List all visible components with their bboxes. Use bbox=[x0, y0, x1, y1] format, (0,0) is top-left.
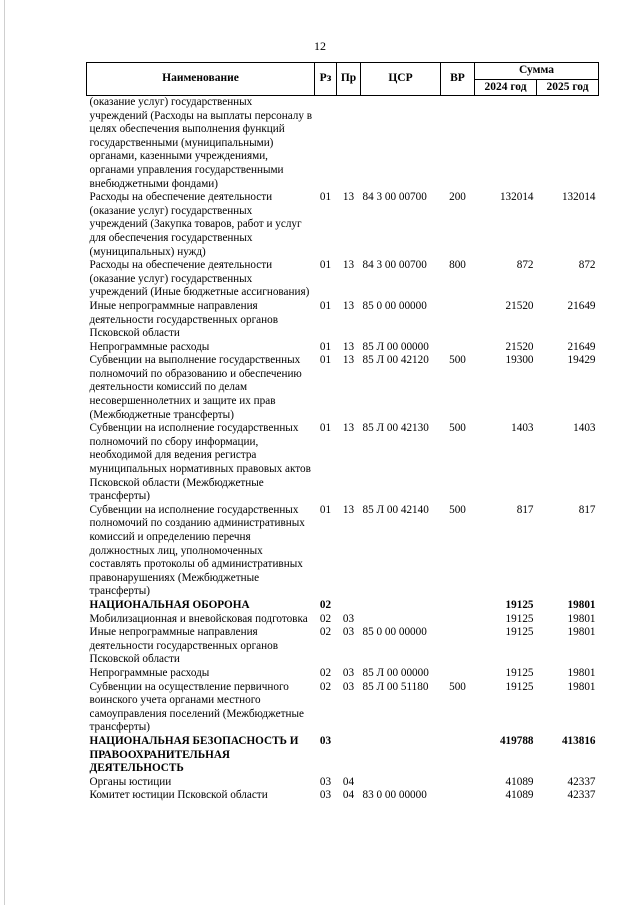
cell-vr bbox=[441, 613, 475, 627]
cell-rz: 02 bbox=[319, 612, 332, 625]
cell-rz: 01 bbox=[319, 354, 332, 367]
cell-2024: 872 bbox=[516, 259, 534, 272]
cell-2024: 1403 bbox=[511, 422, 534, 435]
cell-vr bbox=[441, 96, 475, 192]
cell-name: Мобилизационная и вневойсковая подготовка bbox=[89, 612, 308, 625]
cell-pr: 13 bbox=[342, 503, 355, 516]
cell-2025: 19429 bbox=[567, 354, 596, 367]
cell-pr: 04 bbox=[342, 775, 355, 788]
cell-2025: 1403 bbox=[573, 422, 596, 435]
cell-2024: 19125 bbox=[505, 612, 534, 625]
cell-csr: 84 3 00 00700 bbox=[362, 191, 427, 204]
cell-2025: 413816 bbox=[561, 734, 596, 747]
cell-2025: 19801 bbox=[567, 626, 596, 639]
cell-2024: 419788 bbox=[499, 734, 534, 747]
cell-csr: 85 0 00 00000 bbox=[362, 626, 427, 639]
header-rz: Рз bbox=[315, 63, 337, 96]
cell-rz: 02 bbox=[319, 680, 332, 693]
cell-pr: 13 bbox=[342, 422, 355, 435]
table-row bbox=[87, 776, 599, 790]
cell-csr bbox=[361, 613, 441, 627]
cell-vr bbox=[441, 735, 475, 776]
cell-csr: 85 Л 00 42140 bbox=[362, 503, 429, 516]
cell-name: Расходы на обеспечение деятельности (оказание услуг) государственных учреждений (Иные бюджетные ассигнования) bbox=[89, 259, 310, 299]
cell-vr: 500 bbox=[449, 422, 466, 435]
header-name: Наименование bbox=[87, 63, 315, 96]
cell-2025: 19801 bbox=[567, 680, 596, 693]
cell-name: Непрограммные расходы bbox=[89, 666, 210, 679]
table-row bbox=[87, 96, 599, 192]
cell-pr: 13 bbox=[342, 299, 355, 312]
cell-vr bbox=[441, 626, 475, 667]
table-row bbox=[87, 422, 599, 504]
header-pr: Пр bbox=[337, 63, 361, 96]
table-row bbox=[87, 354, 599, 422]
table-row bbox=[87, 613, 599, 627]
cell-rz: 01 bbox=[319, 422, 332, 435]
cell-name: НАЦИОНАЛЬНАЯ ОБОРОНА bbox=[89, 598, 250, 611]
cell-csr: 85 Л 00 42130 bbox=[362, 422, 429, 435]
page-number: 12 bbox=[314, 39, 326, 53]
table-row bbox=[87, 504, 599, 599]
cell-name: Иные непрограммные направления деятельности государственных органов Псковской области bbox=[89, 299, 279, 340]
cell-vr bbox=[441, 300, 475, 341]
cell-2024: 132014 bbox=[499, 191, 534, 204]
cell-2025: 19801 bbox=[567, 666, 596, 679]
cell-csr: 84 3 00 00700 bbox=[362, 259, 427, 272]
cell-rz: 01 bbox=[319, 340, 332, 353]
header-2024: 2024 год bbox=[475, 80, 537, 96]
cell-csr: 85 Л 00 00000 bbox=[362, 666, 429, 679]
cell-rz: 03 bbox=[319, 775, 332, 788]
cell-2025: 132014 bbox=[561, 191, 596, 204]
table-row bbox=[87, 626, 599, 667]
cell-name: Расходы на обеспечение деятельности (оказание услуг) государственных учреждений (Закупка товаров, работ и услуг для обеспечения государственных (муниципальных) нужд) bbox=[89, 191, 302, 258]
cell-2024: 41089 bbox=[505, 789, 534, 802]
cell-rz: 03 bbox=[319, 734, 332, 747]
cell-vr: 200 bbox=[449, 191, 466, 204]
cell-rz: 02 bbox=[319, 666, 332, 679]
cell-2024: 19125 bbox=[505, 680, 534, 693]
table-header bbox=[87, 63, 599, 96]
header-2025: 2025 год bbox=[537, 80, 599, 96]
table-row bbox=[87, 667, 599, 681]
table-row bbox=[87, 259, 599, 300]
cell-2025: 42337 bbox=[567, 775, 596, 788]
cell-rz bbox=[315, 96, 337, 192]
cell-csr bbox=[361, 735, 441, 776]
cell-rz: 02 bbox=[319, 598, 332, 611]
table-body bbox=[87, 96, 599, 803]
cell-pr: 13 bbox=[342, 340, 355, 353]
cell-name: НАЦИОНАЛЬНАЯ БЕЗОПАСНОСТЬ И ПРАВООХРАНИТЕЛЬНАЯ ДЕЯТЕЛЬНОСТЬ bbox=[89, 734, 299, 775]
cell-2024: 19125 bbox=[505, 598, 534, 611]
cell-rz: 03 bbox=[319, 789, 332, 802]
table-row bbox=[87, 191, 599, 259]
cell-pr: 13 bbox=[342, 191, 355, 204]
cell-csr: 83 0 00 00000 bbox=[362, 789, 427, 802]
cell-pr bbox=[337, 735, 361, 776]
cell-2024: 41089 bbox=[505, 775, 534, 788]
budget-table-container bbox=[86, 62, 598, 803]
cell-vr bbox=[441, 667, 475, 681]
cell-pr: 03 bbox=[342, 680, 355, 693]
cell-csr bbox=[361, 96, 441, 192]
table-row bbox=[87, 789, 599, 803]
cell-name: Непрограммные расходы bbox=[89, 340, 210, 353]
cell-name: Комитет юстиции Псковской области bbox=[89, 789, 268, 802]
cell-2025: 21649 bbox=[567, 340, 596, 353]
cell-pr bbox=[337, 96, 361, 192]
cell-pr: 03 bbox=[342, 626, 355, 639]
cell-csr: 85 0 00 00000 bbox=[362, 299, 427, 312]
cell-csr bbox=[361, 599, 441, 613]
cell-name: (оказание услуг) государственных учреждений (Расходы на выплаты персоналу в целях обеспечения выполнения функций государственными (муниципальными) органами, казенными учреждениями, органами управления государственными внебюджетными фондами) bbox=[89, 96, 313, 190]
table-row bbox=[87, 735, 599, 776]
cell-name: Субвенции на исполнение государственных полномочий по созданию административных комиссий и определению перечня должностных лиц, уполномоченных составлять протоколы об административных правонарушениях (Межбюджетные трансферты) bbox=[89, 503, 305, 598]
cell-name: Субвенции на исполнение государственных полномочий по сбору информации, необходимой для ведения регистра муниципальных нормативных правовых актов Псковской области (Межбюджетные трансферты) bbox=[89, 422, 311, 503]
cell-2025: 42337 bbox=[567, 789, 596, 802]
cell-pr: 04 bbox=[342, 789, 355, 802]
budget-table bbox=[86, 62, 599, 803]
table-row bbox=[87, 300, 599, 341]
cell-name: Субвенции на выполнение государственных полномочий по образованию и обеспечению деятельности комиссий по делам несовершеннолетних и защите их прав (Межбюджетные трансферты) bbox=[89, 354, 302, 421]
cell-pr: 13 bbox=[342, 259, 355, 272]
page-edge bbox=[4, 0, 5, 905]
cell-vr: 500 bbox=[449, 680, 466, 693]
cell-csr bbox=[361, 776, 441, 790]
cell-2025: 19801 bbox=[567, 612, 596, 625]
cell-pr: 03 bbox=[342, 666, 355, 679]
cell-csr: 85 Л 00 42120 bbox=[362, 354, 429, 367]
cell-rz: 01 bbox=[319, 259, 332, 272]
header-csr: ЦСР bbox=[361, 63, 441, 96]
cell-vr bbox=[441, 599, 475, 613]
header-sum: Сумма bbox=[475, 63, 599, 80]
cell-vr bbox=[441, 776, 475, 790]
table-row bbox=[87, 341, 599, 355]
cell-vr bbox=[441, 341, 475, 355]
cell-pr: 03 bbox=[342, 612, 355, 625]
cell-vr: 500 bbox=[449, 354, 466, 367]
cell-name: Субвенции на осуществление первичного воинского учета органами местного самоуправления поселений (Межбюджетные трансферты) bbox=[89, 680, 304, 734]
cell-2025: 872 bbox=[578, 259, 596, 272]
header-vr: ВР bbox=[441, 63, 475, 96]
cell-2024: 19300 bbox=[505, 354, 534, 367]
cell-rz: 01 bbox=[319, 191, 332, 204]
cell-pr bbox=[337, 599, 361, 613]
cell-name: Иные непрограммные направления деятельности государственных органов Псковской области bbox=[89, 626, 279, 666]
cell-2024: 19125 bbox=[505, 626, 534, 639]
cell-2025: 19801 bbox=[567, 598, 596, 611]
cell-2025: 817 bbox=[578, 503, 596, 516]
cell-2024: 19125 bbox=[505, 666, 534, 679]
cell-2025: 21649 bbox=[567, 299, 596, 312]
cell-2024: 21520 bbox=[505, 340, 534, 353]
table-row bbox=[87, 681, 599, 735]
cell-pr: 13 bbox=[342, 354, 355, 367]
cell-vr: 800 bbox=[449, 259, 466, 272]
cell-2024: 21520 bbox=[505, 299, 534, 312]
cell-csr: 85 Л 00 51180 bbox=[362, 680, 429, 693]
table-row bbox=[87, 599, 599, 613]
cell-rz: 02 bbox=[319, 626, 332, 639]
cell-2024 bbox=[475, 96, 537, 192]
cell-2025 bbox=[537, 96, 599, 192]
cell-name: Органы юстиции bbox=[89, 775, 172, 788]
cell-csr: 85 Л 00 00000 bbox=[362, 340, 429, 353]
cell-vr bbox=[441, 789, 475, 803]
cell-rz: 01 bbox=[319, 503, 332, 516]
cell-vr: 500 bbox=[449, 503, 466, 516]
cell-rz: 01 bbox=[319, 299, 332, 312]
cell-2024: 817 bbox=[516, 503, 534, 516]
